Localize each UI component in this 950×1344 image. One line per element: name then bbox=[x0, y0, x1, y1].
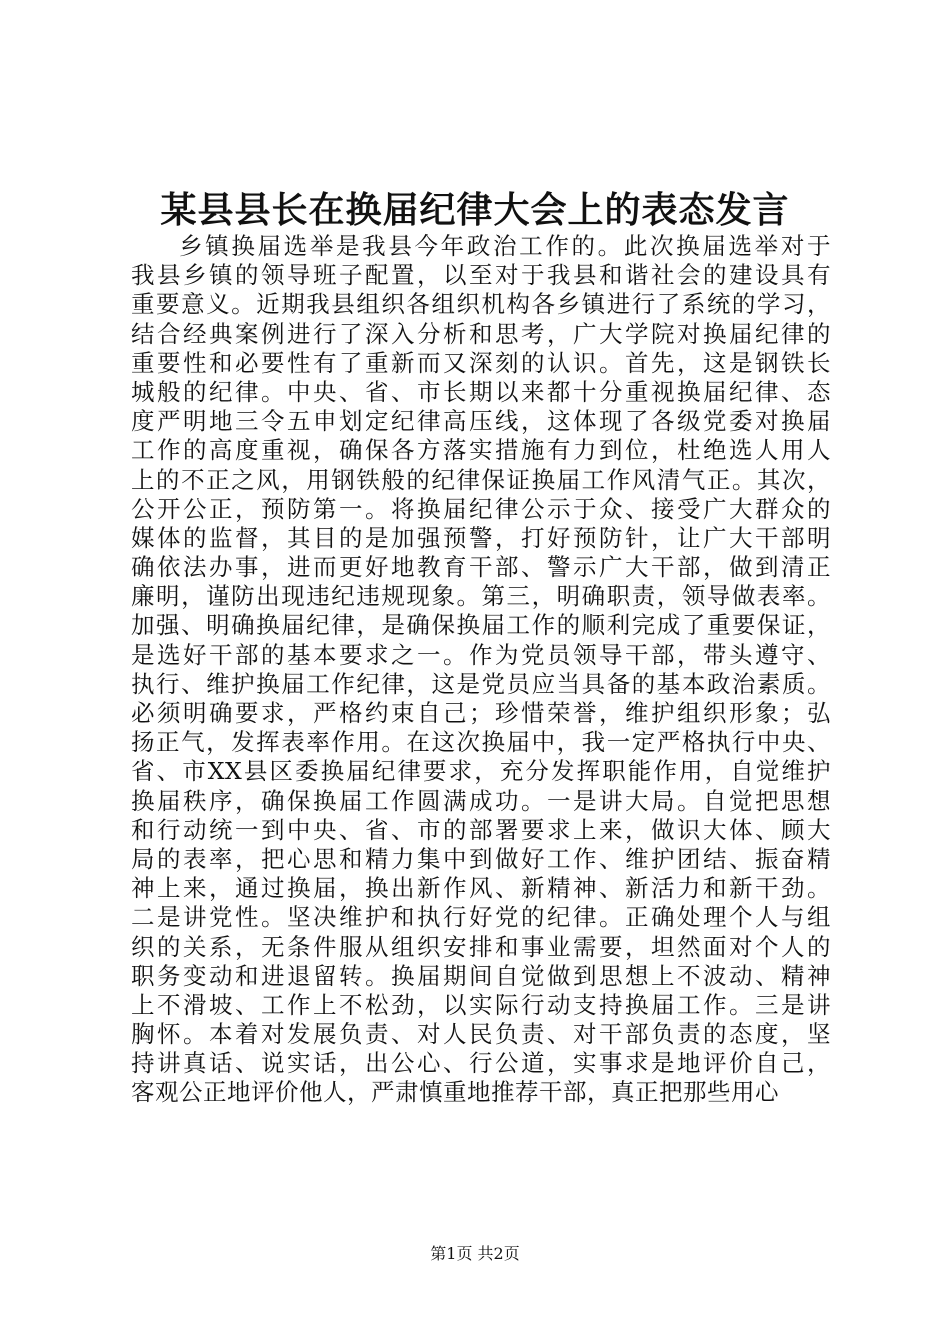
body-line: 执行、维护换届工作纪律，这是党员应当具备的基本政治素质。 bbox=[131, 669, 831, 698]
body-line: 廉明，谨防出现违纪违规现象。第三，明确职责，领导做表率。 bbox=[131, 582, 831, 611]
body-line: 扬正气，发挥表率作用。在这次换届中，我一定严格执行中央、 bbox=[131, 728, 831, 757]
body-line: 结合经典案例进行了深入分析和思考，广大学院对换届纪律的 bbox=[131, 319, 831, 348]
body-line: 度严明地三令五申划定纪律高压线，这体现了各级党委对换届 bbox=[131, 407, 831, 436]
body-line: 是选好干部的基本要求之一。作为党员领导干部，带头遵守、 bbox=[131, 640, 831, 669]
document-title: 某县县长在换届纪律大会上的表态发言 bbox=[160, 189, 790, 231]
body-line: 省、市XX县区委换届纪律要求，充分发挥职能作用，自觉维护 bbox=[131, 757, 831, 786]
body-line: 城般的纪律。中央、省、市长期以来都十分重视换届纪律、态 bbox=[131, 377, 831, 406]
body-line: 我县乡镇的领导班子配置，以至对于我县和谐社会的建设具有 bbox=[131, 261, 831, 290]
body-line: 工作的高度重视，确保各方落实措施有力到位，杜绝选人用人 bbox=[131, 436, 831, 465]
body-line: 胸怀。本着对发展负责、对人民负责、对干部负责的态度，坚 bbox=[131, 1020, 831, 1049]
body-line: 乡镇换届选举是我县今年政治工作的。此次换届选举对于 bbox=[179, 232, 831, 260]
document-body bbox=[131, 232, 831, 1108]
body-line: 重要意义。近期我县组织各组织机构各乡镇进行了系统的学习， bbox=[131, 290, 831, 319]
body-line: 神上来，通过换届，换出新作风、新精神、新活力和新干劲。 bbox=[131, 874, 831, 903]
body-line: 客观公正地评价他人，严肃慎重地推荐干部，真正把那些用心 bbox=[131, 1078, 779, 1107]
body-line: 公开公正，预防第一。将换届纪律公示于众、接受广大群众的 bbox=[131, 494, 831, 523]
body-line: 织的关系，无条件服从组织安排和事业需要，坦然面对个人的 bbox=[131, 932, 831, 961]
body-line: 职务变动和进退留转。换届期间自觉做到思想上不波动、精神 bbox=[131, 961, 831, 990]
body-line: 持讲真话、说实话，出公心、行公道，实事求是地评价自己， bbox=[131, 1049, 831, 1078]
body-line: 必须明确要求，严格约束自己；珍惜荣誉，维护组织形象；弘 bbox=[131, 699, 831, 727]
body-line: 换届秩序，确保换届工作圆满成功。一是讲大局。自觉把思想 bbox=[131, 786, 831, 815]
body-line: 媒体的监督，其目的是加强预警，打好预防针，让广大干部明 bbox=[131, 523, 831, 552]
page-number-footer: 第1页 共2页 bbox=[430, 1244, 520, 1263]
body-line: 加强、明确换届纪律，是确保换届工作的顺利完成了重要保证， bbox=[131, 611, 831, 640]
body-line: 和行动统一到中央、省、市的部署要求上来，做识大体、顾大 bbox=[131, 815, 831, 844]
body-line: 重要性和必要性有了重新而又深刻的认识。首先，这是钢铁长 bbox=[131, 348, 831, 377]
body-line: 确依法办事，进而更好地教育干部、警示广大干部，做到清正 bbox=[131, 553, 831, 582]
body-line: 上的不正之风，用钢铁般的纪律保证换届工作风清气正。其次， bbox=[131, 465, 831, 494]
body-line: 局的表率，把心思和精力集中到做好工作、维护团结、振奋精 bbox=[131, 844, 831, 873]
body-line: 二是讲党性。坚决维护和执行好党的纪律。正确处理个人与组 bbox=[131, 903, 831, 932]
body-line: 上不滑坡、工作上不松劲，以实际行动支持换届工作。三是讲 bbox=[131, 990, 831, 1019]
